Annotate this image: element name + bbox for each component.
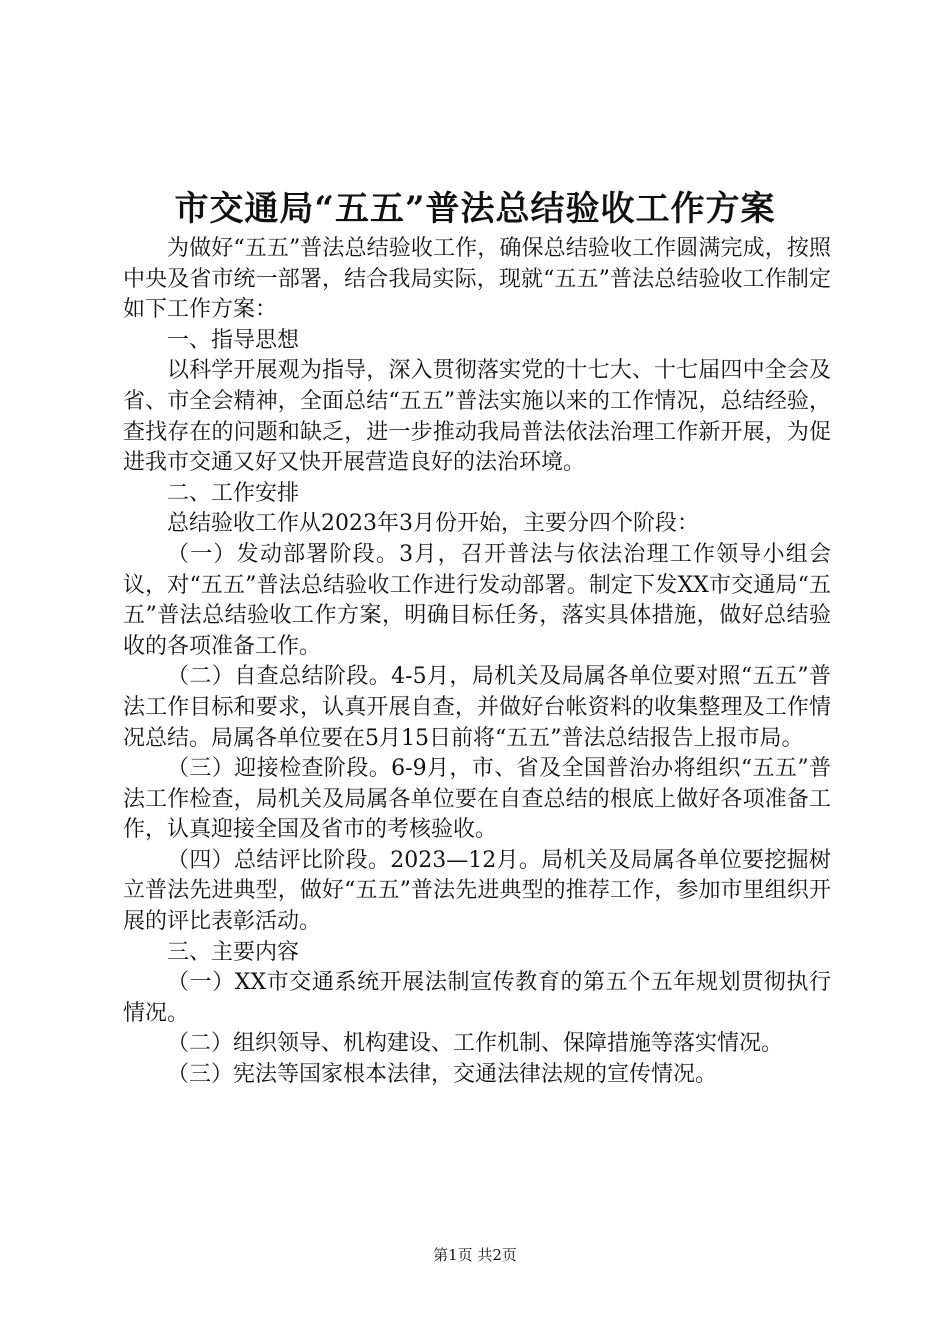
content-item-two: （二）组织领导、机构建设、工作机制、保障措施等落实情况。 xyxy=(167,1031,784,1057)
section-heading-guiding-ideology: 一、指导思想 xyxy=(167,327,300,353)
document-body xyxy=(123,234,831,1091)
guiding-ideology-paragraph: 以科学开展观为指导，深入贯彻落实党的十七大、十七届四中全会及省、市全会精神，全面总结“五五”普法实施以来的工作情况，总结经验，查找存在的问题和缺乏，进一步推动我局普法依法治理工作新开展，为促进我市交通又好又快开展营造良好的法治环境。 xyxy=(123,358,831,476)
stage-four-paragraph: （四）总结评比阶段。2023—12月。局机关及局属各单位要挖掘树立普法先进典型，做好“五五”普法先进典型的推荐工作，参加市里组织开展的评比表彰活动。 xyxy=(123,847,831,935)
content-item-three: （三）宪法等国家根本法律，交通法律法规的宣传情况。 xyxy=(167,1062,718,1088)
section-heading-main-content: 三、主要内容 xyxy=(167,939,300,965)
content-item-one: （一）XX市交通系统开展法制宣传教育的第五个五年规划贯彻执行情况。 xyxy=(123,970,831,1026)
intro-paragraph: 为做好“五五”普法总结验收工作，确保总结验收工作圆满完成，按照中央及省市统一部署，结合我局实际，现就“五五”普法总结验收工作制定如下工作方案： xyxy=(123,236,831,323)
stage-two-paragraph: （二）自查总结阶段。4-5月，局机关及局属各单位要对照“五五”普法工作目标和要求，认真开展自查，并做好台帐资料的收集整理及工作情况总结。局属各单位要在5月15日前将“五五”普法总结报告上报市局。 xyxy=(123,664,831,751)
page-number-footer: 第1页 共2页 xyxy=(433,1246,517,1264)
stage-one-paragraph: （一）发动部署阶段。3月，召开普法与依法治理工作领导小组会议，对“五五”普法总结验收工作进行发动部署。制定下发XX市交通局“五五”普法总结验收工作方案，明确目标任务，落实具体措施，做好总结验收的各项准备工作。 xyxy=(123,541,831,659)
section-heading-work-arrangement: 二、工作安排 xyxy=(167,480,300,506)
stage-three-paragraph: （三）迎接检查阶段。6-9月，市、省及全国普治办将组织“五五”普法工作检查，局机关及局属各单位要在自查总结的根底上做好各项准备工作，认真迎接全国及省市的考核验收。 xyxy=(123,756,831,843)
document-title: 市交通局“五五”普法总结验收工作方案 xyxy=(174,189,776,229)
work-arrangement-paragraph: 总结验收工作从2023年3月份开始，主要分四个阶段： xyxy=(167,511,699,537)
